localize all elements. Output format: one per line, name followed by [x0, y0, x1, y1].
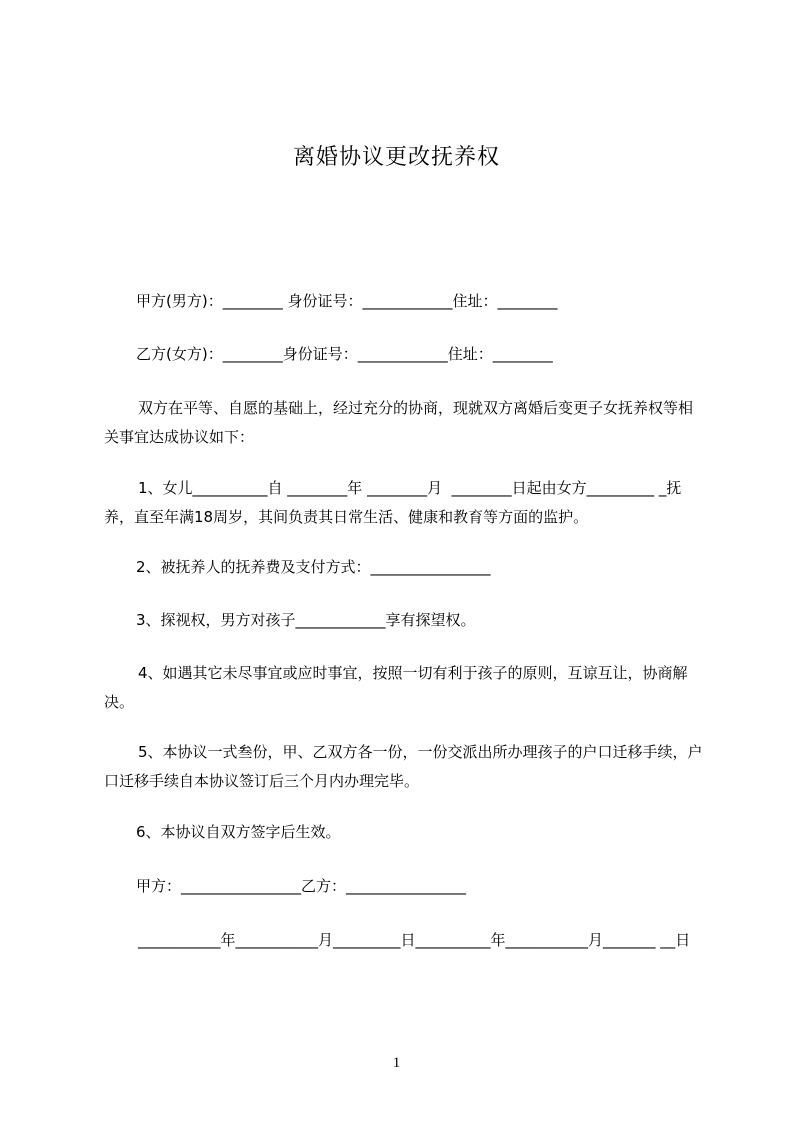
clause-5: 5、本协议一式叁份，甲、乙双方各一份，一份交派出所办理孩子的户口迁移手续，户口迁移手续自本协议签订后三个月内办理完毕。 [104, 743, 703, 790]
clause-6: 6、本协议自双方签字后生效。 [136, 823, 341, 841]
document-title: 离婚协议更改抚养权 [292, 145, 500, 170]
date-line: ___________年___________月_________日__________年___________月_______ __日 [138, 931, 691, 949]
clause-4: 4、如遇其它未尽事宜或应时事宜，按照一切有利于孩子的原则，互谅互让，协商解决。 [104, 664, 688, 711]
party-a-line: 甲方(男方)：________ 身份证号：____________住址：________ [136, 292, 558, 310]
clause-3: 3、探视权，男方对孩子____________享有探望权。 [136, 611, 476, 629]
signature-line: 甲方：________________乙方：________________ [136, 877, 467, 895]
intro-paragraph: 双方在平等、自愿的基础上，经过充分的协商，现就双方离婚后变更子女抚养权等相关事宜达成协议如下： [104, 399, 694, 446]
page-number: 1 [392, 1055, 401, 1071]
clause-1: 1、女儿__________自 ________年 ________月 ________日起由女方_________ _抚养，直至年满18周岁，其间负责其日常生活、健康和教育等方面的监护。 [104, 479, 682, 526]
party-b-line: 乙方(女方)：________身份证号：____________住址：________ [136, 345, 553, 363]
clause-2: 2、被抚养人的抚养费及支付方式：________________ [136, 558, 491, 576]
